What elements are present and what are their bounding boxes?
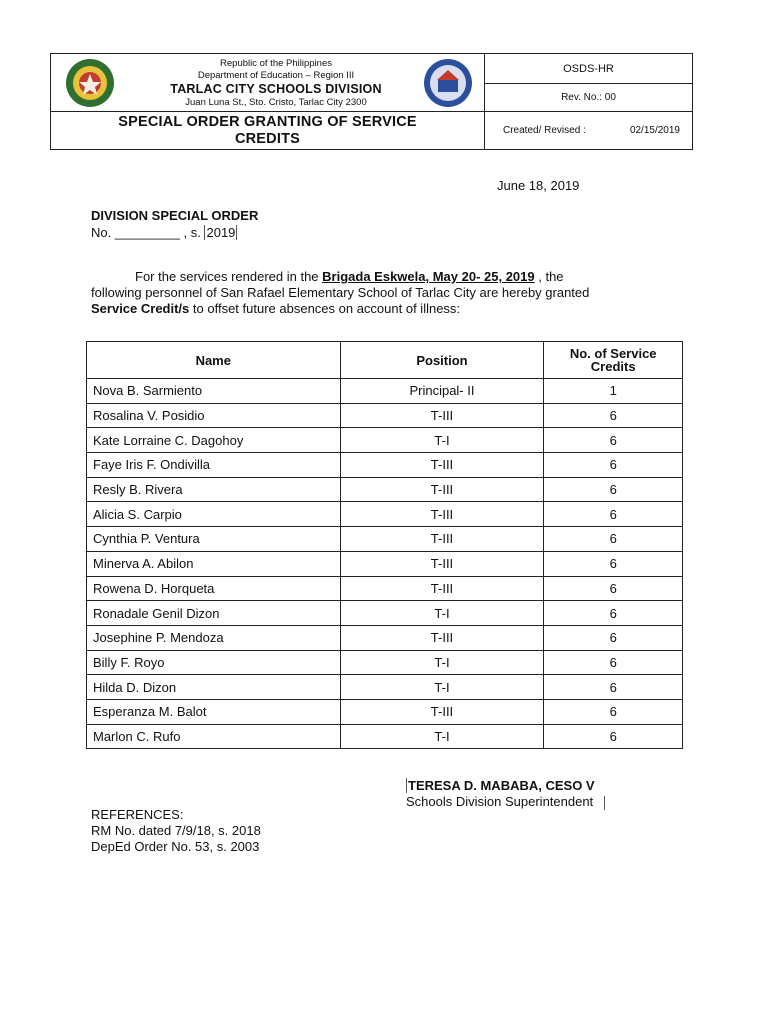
cell-credits: 6 [544, 551, 683, 576]
cell-credits: 6 [544, 502, 683, 527]
cell-position: T-III [340, 625, 544, 650]
references-heading: REFERENCES: [91, 807, 184, 822]
cell-credits: 6 [544, 699, 683, 724]
table-row [87, 650, 683, 675]
cell-name: Kate Lorraine C. Dagohoy [87, 428, 341, 453]
table-row [87, 576, 683, 601]
header-position: Position [340, 342, 544, 379]
table-row [87, 453, 683, 478]
cell-name: Ronadale Genil Dizon [87, 601, 341, 626]
org-info [131, 58, 421, 109]
cursor-mark [597, 796, 605, 810]
cell-position: T-I [340, 650, 544, 675]
cell-position: T-III [340, 527, 544, 552]
cell-name: Josephine P. Mendoza [87, 625, 341, 650]
cell-position: T-III [340, 477, 544, 502]
table-row [87, 625, 683, 650]
paragraph-line2: following personnel of San Rafael Elementary School of Tarlac City are hereby granted [91, 285, 590, 300]
signatory-title-text: Schools Division Superintendent [406, 794, 594, 809]
paragraph-end: to offset future absences on account of illness: [189, 301, 461, 316]
cell-credits: 6 [544, 403, 683, 428]
header-credits: No. of Service Credits [544, 342, 683, 379]
cell-position: Principal- II [340, 379, 544, 404]
header-name: Name [87, 342, 341, 379]
table-row [87, 477, 683, 502]
cell-name: Esperanza M. Balot [87, 699, 341, 724]
cell-position: T-I [340, 428, 544, 453]
header-org-cell [51, 54, 485, 112]
cell-position: T-III [340, 699, 544, 724]
paragraph-cont: , the [534, 269, 564, 284]
cell-credits: 1 [544, 379, 683, 404]
cell-position: T-I [340, 601, 544, 626]
deped-logo-icon [423, 58, 473, 108]
cell-name: Cynthia P. Ventura [87, 527, 341, 552]
document-title-cell [51, 112, 485, 149]
order-year: 2019 [206, 225, 236, 240]
personnel-table [86, 341, 683, 749]
cell-name: Rowena D. Horqueta [87, 576, 341, 601]
body-paragraph [91, 269, 679, 317]
order-number-label: No. _________ , s. [91, 225, 205, 240]
table-row [87, 724, 683, 749]
paragraph-line1 [91, 269, 679, 285]
document-header [50, 53, 693, 150]
cell-position: T-III [340, 403, 544, 428]
paragraph-line3 [91, 301, 679, 317]
created-revised [485, 112, 692, 149]
event-name: Brigada Eskwela, May 20- 25, 2019 [322, 269, 535, 284]
cell-name: Resly B. Rivera [87, 477, 341, 502]
created-value: 02/15/2019 [629, 125, 680, 136]
cell-position: T-I [340, 724, 544, 749]
cell-credits: 6 [544, 477, 683, 502]
cell-credits: 6 [544, 428, 683, 453]
table-row [87, 502, 683, 527]
document-title-line1: SPECIAL ORDER GRANTING OF SERVICE [118, 114, 417, 130]
cell-credits: 6 [544, 625, 683, 650]
cell-credits: 6 [544, 675, 683, 700]
cell-name: Faye Iris F. Ondivilla [87, 453, 341, 478]
document-title-line2: CREDITS [234, 131, 301, 147]
cell-name: Marlon C. Rufo [87, 724, 341, 749]
deped-seal-icon [65, 58, 115, 108]
cell-name: Billy F. Royo [87, 650, 341, 675]
table-row [87, 675, 683, 700]
org-address: Juan Luna St., Sto. Cristo, Tarlac City 2300 [185, 97, 367, 108]
table-row [87, 428, 683, 453]
document-date: June 18, 2019 [497, 178, 580, 193]
cell-position: T-I [340, 675, 544, 700]
cell-credits: 6 [544, 527, 683, 552]
created-label: Created/ Revised : [503, 125, 586, 136]
org-line-republic: Republic of the Philippines [220, 58, 332, 69]
reference-item: DepEd Order No. 53, s. 2003 [91, 839, 260, 854]
table-row [87, 601, 683, 626]
cell-name: Nova B. Sarmiento [87, 379, 341, 404]
table-header-row [87, 342, 683, 379]
revision-number: Rev. No.: 00 [485, 84, 692, 112]
order-number [91, 225, 237, 241]
order-heading: DIVISION SPECIAL ORDER [91, 208, 259, 223]
reference-item: RM No. dated 7/9/18, s. 2018 [91, 823, 261, 838]
org-line-deped: Department of Education – Region III [197, 70, 355, 81]
signatory-title [406, 794, 605, 810]
paragraph-intro: For the services rendered in the [135, 269, 323, 284]
table-body [87, 379, 683, 749]
cell-position: T-III [340, 551, 544, 576]
table-row [87, 527, 683, 552]
cell-name: Hilda D. Dizon [87, 675, 341, 700]
cell-position: T-III [340, 453, 544, 478]
cell-credits: 6 [544, 650, 683, 675]
cell-name: Minerva A. Abilon [87, 551, 341, 576]
cell-position: T-III [340, 502, 544, 527]
cell-name: Rosalina V. Posidio [87, 403, 341, 428]
table-row [87, 699, 683, 724]
cell-name: Alicia S. Carpio [87, 502, 341, 527]
office-code: OSDS-HR [485, 54, 692, 84]
cell-position: T-III [340, 576, 544, 601]
table-row [87, 403, 683, 428]
references [91, 807, 261, 855]
org-division: TARLAC CITY SCHOOLS DIVISION [170, 82, 382, 96]
cell-credits: 6 [544, 453, 683, 478]
signatory-name [406, 778, 595, 794]
cell-credits: 6 [544, 576, 683, 601]
cell-credits: 6 [544, 601, 683, 626]
table-row [87, 379, 683, 404]
table-row [87, 551, 683, 576]
signatory-name-text: TERESA D. MABABA, CESO V [408, 778, 595, 793]
service-credit-term: Service Credit/s [91, 301, 190, 316]
cell-credits: 6 [544, 724, 683, 749]
